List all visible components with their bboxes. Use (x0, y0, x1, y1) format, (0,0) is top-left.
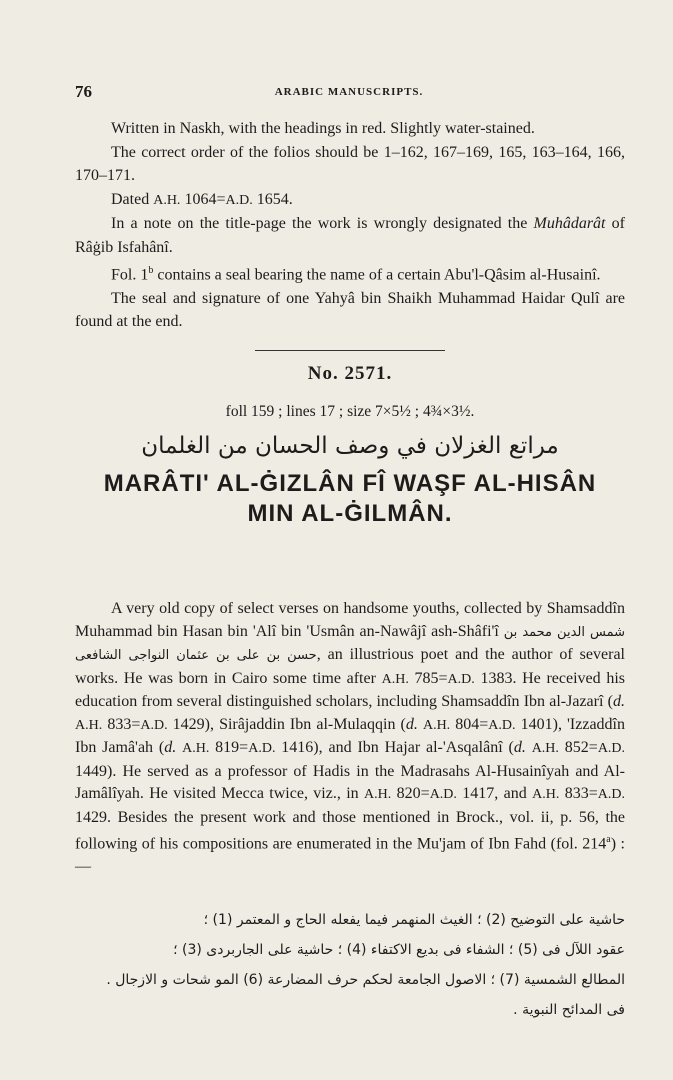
arabic-title: مراتع الغزلان في وصف الحسان من الغلمان (141, 432, 559, 459)
running-title: ARABIC MANUSCRIPTS. (274, 86, 424, 98)
transliterated-title: MARÂTI' AL-ĠIZLÂN FÎ WAŞF AL-HISÂN MIN AL-ĠILMÂN. (103, 469, 597, 527)
arabic-list-line: المطالع الشمسية (7) ؛ الاصول الجامعة لحكم حرف المضارعة (6) المو شحات و الازجال . (106, 972, 625, 988)
entry-number: No. 2571. (307, 362, 393, 384)
page-header (75, 82, 623, 106)
arabic-list-line: عقود اللآل فى (5) ؛ الشفاء فى بديع الاكتفاء (4) ؛ حاشية على الجاربردى (3) ؛ (173, 942, 625, 958)
arabic-list-line: حاشية على التوضيح (2) ؛ الغيث المنهمر فيما يفعله الحاج و المعتمر (1) ؛ (203, 912, 625, 928)
title-page-note: In a note on the title-page the work is wrongly designated the Muhâdarât of Râġib Isfahânî. (75, 215, 626, 256)
description-paragraph: A very old copy of select verses on handsome youths, collected by Shamsaddîn Muhammad bin Hasan bin 'Alî bin 'Usmân an-Nawâjî ash-Shâfi'î شمس الدين محمد بن حسن بن على بن عثمان النواجى الشافعى, an illustrious poet and the author of several works. He was born in Cairo some time after A.H. 785=A.D. 1383. He received his education from several distinguished scholars, including Shamsaddîn Ibn al-Jazarî (d. A.H. 833=A.D. 1429), Sirâjaddin Ibn al-Mulaqqin (d. A.H. 804=A.D. 1401), 'Izzaddîn Ibn Jamâ'ah (d. A.H. 819=A.D. 1416), and Ibn Hajar al-'Asqalânî (d. A.H. 852=A.D. 1449). He served as a professor of Hadis in the Madrasahs Al-Husainîyah and Al-Jamâlîyah. He visited Mecca twice, viz., in A.H. 820=A.D. 1417, and A.H. 833=A.D. 1429. Besides the present work and those mentioned in Brock., vol. ii, p. 56, the following of his compositions are enumerated in the Mu'jam of Ibn Fahd (fol. 214$^a$) :— (75, 600, 626, 875)
entry-description (75, 598, 625, 878)
collation-line: foll 159 ; lines 17 ; size 7×5½ ; 4¾×3½. (225, 402, 475, 420)
seal-note: Fol. 1$^b$ contains a seal bearing the name of a certain Abu'l-Qâsim al-Husainî. (111, 265, 601, 284)
previous-entry-notes (75, 117, 625, 529)
section-divider (255, 350, 445, 351)
page-number: 76 (75, 82, 92, 101)
script-note: Written in Naskh, with the headings in red. Slightly water-stained. (111, 120, 535, 137)
signature-note: The seal and signature of one Yahyâ bin Shaikh Muhammad Haidar Qulî are found at the end. (75, 289, 625, 331)
arabic-list-line: فى المدائح النبوية . (513, 1002, 625, 1018)
arabic-works-list (75, 905, 625, 1025)
folio-order-note: The correct order of the folios should be 1–162, 167–169, 165, 163–164, 166, 170–171. (75, 143, 625, 184)
date-note: Dated A.H. 1064=A.D. 1654. (111, 190, 293, 208)
